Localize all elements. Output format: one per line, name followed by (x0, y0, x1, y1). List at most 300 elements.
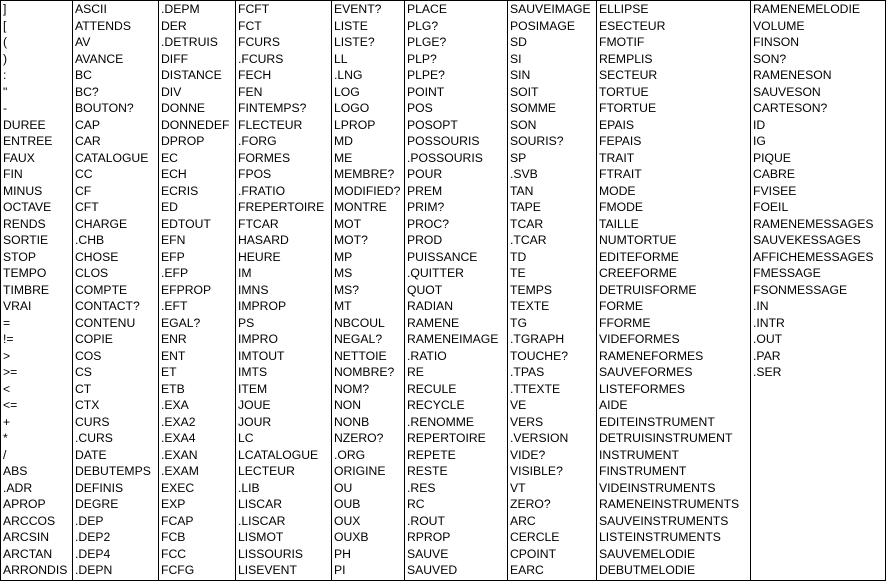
keyword-cell: .POSSOURIS (407, 150, 483, 165)
keyword-cell: MONTRE (334, 200, 387, 214)
keyword-cell: RENDS (3, 216, 46, 231)
keyword-cell: IM (238, 266, 252, 280)
keyword-cell: EXP (161, 497, 186, 511)
keyword-cell: FIN (3, 167, 23, 181)
keyword-cell: .EXAM (161, 464, 199, 478)
keyword-cell: .EFP (161, 266, 189, 280)
keyword-cell: SAUVEIMAGE (510, 2, 591, 16)
keyword-cell: SOIT (510, 84, 539, 99)
keyword-cell: ABS (3, 464, 28, 478)
keyword-cell: MS? (334, 282, 360, 297)
keyword-cell: RAMENEMELODIE (753, 2, 860, 16)
keyword-column (236, 1, 332, 580)
keyword-cell: LC (238, 431, 254, 445)
keyword-cell: CS (75, 365, 92, 379)
keyword-cell: FCAP (161, 513, 194, 528)
keyword-cell: .SVB (510, 167, 538, 181)
keyword-cell: MEMBRE? (334, 167, 395, 181)
keyword-cell: .RATIO (407, 348, 447, 363)
keyword-cell: VERS (510, 414, 544, 429)
keyword-cell: PUISSANCE (407, 249, 478, 264)
keyword-cell: ENR (161, 332, 187, 346)
keyword-cell: RAMENEINSTRUMENTS (599, 497, 740, 511)
keyword-cell: DUREE (3, 117, 46, 132)
keyword-cell: ASCII (75, 2, 107, 16)
keyword-cell: NOMBRE? (334, 365, 395, 379)
keyword-cell: SD (510, 35, 527, 49)
keyword-cell: ENTREE (3, 134, 53, 148)
keyword-cell: LOG (334, 84, 360, 99)
keyword-cell: .OUT (753, 332, 783, 346)
keyword-cell: != (3, 332, 14, 346)
keyword-cell: FTCAR (238, 216, 279, 231)
keyword-cell: CAR (75, 134, 101, 148)
keyword-column (405, 1, 508, 580)
keyword-cell: .LNG (334, 68, 363, 82)
keyword-cell: DATE (75, 447, 107, 462)
keyword-cell: SAUVESON (753, 84, 821, 99)
keyword-cell: PLGE? (407, 35, 447, 49)
keyword-cell: CHARGE (75, 216, 128, 231)
keyword-cell: PLPE? (407, 68, 445, 82)
keyword-cell: LISMOT (238, 530, 284, 544)
keyword-cell: SIN (510, 68, 531, 82)
keyword-cell: DIV (161, 84, 182, 99)
keyword-cell: ORIGINE (334, 464, 386, 478)
keyword-cell: SI (510, 51, 522, 66)
keyword-cell: .QUITTER (407, 266, 464, 280)
keyword-cell: DONNEDEF (161, 117, 230, 132)
keyword-column (1, 1, 73, 580)
keyword-cell: EFP (161, 249, 185, 264)
keyword-cell: CAP (75, 117, 101, 132)
keyword-cell: MD (334, 134, 353, 148)
keyword-cell: EFN (161, 233, 186, 247)
keyword-cell: .ADR (3, 480, 33, 495)
keyword-cell: ARCSIN (3, 530, 50, 544)
keyword-cell: DETRUISFORME (599, 282, 697, 297)
keyword-cell: IMNS (238, 282, 269, 297)
keyword-cell: TEXTE (510, 299, 550, 313)
keyword-cell: .LISCAR (238, 513, 286, 528)
keyword-cell: NON (334, 398, 362, 412)
keyword-cell: / (3, 447, 7, 462)
keyword-cell: POSSOURIS (407, 134, 480, 148)
keyword-cell: CABRE (753, 167, 795, 181)
keyword-cell: VIDE? (510, 447, 546, 462)
keyword-cell: STOP (3, 249, 36, 264)
keyword-cell: PREM (407, 183, 443, 198)
keyword-cell: VOLUME (753, 18, 805, 33)
keyword-cell: DER (161, 18, 187, 33)
keyword-cell: TAPE (510, 200, 541, 214)
keyword-cell: LISTEFORMES (599, 381, 686, 396)
keyword-column (597, 1, 751, 580)
keyword-cell: LISTE (334, 18, 368, 33)
keyword-cell: FCURS (238, 35, 280, 49)
keyword-cell: DPROP (161, 134, 205, 148)
keyword-cell: LECTEUR (238, 464, 295, 478)
keyword-cell: FMESSAGE (753, 266, 821, 280)
keyword-cell: : (3, 68, 7, 82)
keyword-cell: NOM? (334, 381, 370, 396)
keyword-cell: .DEP4 (75, 546, 111, 561)
keyword-cell: COMPTE (75, 282, 128, 297)
keyword-cell: OUXB (334, 530, 369, 544)
keyword-cell: FREPERTOIRE (238, 200, 325, 214)
keyword-cell: DIFF (161, 51, 189, 66)
keyword-cell: FECH (238, 68, 272, 82)
keyword-cell: ZERO? (510, 497, 551, 511)
keyword-cell: FMODE (599, 200, 644, 214)
keyword-cell: COS (75, 348, 102, 363)
keyword-cell: FOEIL (753, 200, 789, 214)
keyword-cell: CHOSE (75, 249, 119, 264)
keyword-cell: ITEM (238, 381, 268, 396)
keyword-cell: .LIB (238, 480, 260, 495)
keyword-cell: FINTEMPS? (238, 101, 307, 115)
keyword-cell: .DEPM (161, 2, 200, 16)
keyword-cell: FEPAIS (599, 134, 642, 148)
keyword-cell: .CURS (75, 431, 113, 445)
keyword-cell: POINT (407, 84, 445, 99)
keyword-cell: .TPAS (510, 365, 545, 379)
keyword-cell: MOT? (334, 233, 368, 247)
keyword-cell: AFFICHEMESSAGES (753, 249, 874, 264)
keyword-cell: CARTESON? (753, 101, 828, 115)
keyword-cell: CF (75, 183, 92, 198)
keyword-cell: ID (753, 117, 766, 132)
keyword-cell: VIDEFORMES (599, 332, 680, 346)
keyword-cell: NZERO? (334, 431, 384, 445)
keyword-cell: = (3, 315, 11, 330)
keyword-cell: TORTUE (599, 84, 649, 99)
keyword-cell: TAN (510, 183, 534, 198)
keyword-cell: RECULE (407, 381, 457, 396)
keyword-cell: POSOPT (407, 117, 458, 132)
keyword-cell: JOUE (238, 398, 271, 412)
keyword-cell: ME (334, 150, 353, 165)
keyword-cell: .EXA (161, 398, 189, 412)
keyword-cell: IG (753, 134, 766, 148)
keyword-cell: DETRUISINSTRUMENT (599, 431, 733, 445)
keyword-cell: TIMBRE (3, 282, 50, 297)
keyword-cell: OUB (334, 497, 361, 511)
keyword-cell: .RES (407, 480, 436, 495)
keyword-cell: EGAL? (161, 315, 201, 330)
keyword-cell: REPERTOIRE (407, 431, 486, 445)
keyword-cell: FAUX (3, 150, 35, 165)
keyword-cell: RAMENESON (753, 68, 832, 82)
keyword-cell: FEN (238, 84, 263, 99)
keyword-cell: IMTS (238, 365, 268, 379)
keyword-cell: DEGRE (75, 497, 119, 511)
keyword-cell: FCB (161, 530, 186, 544)
keyword-cell: .FCURS (238, 51, 284, 66)
keyword-cell: COPIE (75, 332, 113, 346)
keyword-cell: SP (510, 150, 527, 165)
keyword-cell: - (3, 101, 8, 115)
keyword-cell: .CHB (75, 233, 105, 247)
keyword-cell: .TTEXTE (510, 381, 561, 396)
keyword-cell: RAMENEFORMES (599, 348, 704, 363)
keyword-cell: EDTOUT (161, 216, 211, 231)
keyword-cell: FSONMESSAGE (753, 282, 848, 297)
keyword-cell: INSTRUMENT (599, 447, 679, 462)
keyword-cell: ET (161, 365, 177, 379)
keyword-cell: ARCTAN (3, 546, 53, 561)
keyword-cell: FFORME (599, 315, 651, 330)
keyword-cell: ( (3, 35, 8, 49)
keyword-cell: CONTENU (75, 315, 136, 330)
keyword-cell: PLG? (407, 18, 439, 33)
keyword-cell: DEFINIS (75, 480, 124, 495)
keyword-cell: ] (3, 2, 7, 16)
keyword-cell: .TCAR (510, 233, 547, 247)
keyword-cell: PROD (407, 233, 443, 247)
keyword-cell: NETTOIE (334, 348, 387, 363)
keyword-cell: EDITEINSTRUMENT (599, 414, 715, 429)
keyword-cell: EFPROP (161, 282, 212, 297)
keyword-cell: .FRATIO (238, 183, 286, 198)
keyword-cell: .PAR (753, 348, 781, 363)
keyword-cell: ETB (161, 381, 185, 396)
keyword-cell: RESTE (407, 464, 448, 478)
keyword-cell: PI (334, 563, 346, 577)
keyword-cell: PS (238, 315, 255, 330)
keyword-cell: TCAR (510, 216, 544, 231)
keyword-cell: BC (75, 68, 92, 82)
keyword-cell: CATALOGUE (75, 150, 149, 165)
keyword-cell: .DEP2 (75, 530, 111, 544)
keyword-cell: FORMES (238, 150, 291, 165)
keyword-cell: " (3, 84, 8, 99)
keyword-cell: SAUVEINSTRUMENTS (599, 513, 729, 528)
keyword-cell: ESECTEUR (599, 18, 666, 33)
keyword-cell: NONB (334, 414, 370, 429)
keyword-cell: FTORTUE (599, 101, 657, 115)
keyword-cell: DONNE (161, 101, 206, 115)
keyword-cell: CFT (75, 200, 99, 214)
keyword-cell: RAMENE (407, 315, 460, 330)
keyword-column (508, 1, 597, 580)
keyword-cell: CTX (75, 398, 100, 412)
keyword-cell: FCFG (161, 563, 195, 577)
keyword-cell: VIDEINSTRUMENTS (599, 480, 716, 495)
keyword-cell: ED (161, 200, 178, 214)
keyword-cell: CREEFORME (599, 266, 677, 280)
keyword-cell: BC? (75, 84, 99, 99)
keyword-cell: ELLIPSE (599, 2, 649, 16)
keyword-cell: EPAIS (599, 117, 634, 132)
keyword-cell: SOMME (510, 101, 557, 115)
keyword-cell: FTRAIT (599, 167, 642, 181)
keyword-cell: BOUTON? (75, 101, 134, 115)
keyword-cell: OCTAVE (3, 200, 52, 214)
keyword-cell: MS (334, 266, 353, 280)
keyword-cell: TOUCHE? (510, 348, 569, 363)
keyword-cell: HEURE (238, 249, 281, 264)
keyword-cell: FINSTRUMENT (599, 464, 687, 478)
keyword-cell: SON? (753, 51, 787, 66)
keyword-cell: .EXA4 (161, 431, 196, 445)
keyword-cell: AIDE (599, 398, 628, 412)
keyword-cell: SAUVED (407, 563, 458, 577)
keyword-cell: EVENT? (334, 2, 382, 16)
keyword-cell: IMTOUT (238, 348, 285, 363)
keyword-cell: ECH (161, 167, 187, 181)
keyword-cell: CERCLE (510, 530, 560, 544)
keyword-cell: PIQUE (753, 150, 791, 165)
keyword-cell: AV (75, 35, 91, 49)
keyword-column (332, 1, 405, 580)
keyword-cell: .SER (753, 365, 782, 379)
keyword-cell: .IN (753, 299, 769, 313)
keyword-cell: >= (3, 365, 18, 379)
keyword-cell: FMOTIF (599, 35, 645, 49)
keyword-cell: SAUVE (407, 546, 449, 561)
keyword-cell: SON (510, 117, 537, 132)
keyword-cell: RC (407, 497, 425, 511)
keyword-cell: VE (510, 398, 527, 412)
keyword-cell: .TGRAPH (510, 332, 565, 346)
keyword-cell: PRIM? (407, 200, 445, 214)
keyword-cell: TE (510, 266, 526, 280)
keyword-cell: REPETE (407, 447, 456, 462)
keyword-cell: EARC (510, 563, 544, 577)
keyword-cell: LPROP (334, 117, 376, 132)
keyword-cell: TEMPO (3, 266, 47, 280)
keyword-cell: [ (3, 18, 7, 33)
keyword-cell: LISSOURIS (238, 546, 304, 561)
keyword-cell: PROC? (407, 216, 449, 231)
keyword-cell: ARRONDIS (3, 563, 68, 577)
keyword-cell: VISIBLE? (510, 464, 563, 478)
keyword-cell: TD (510, 249, 527, 264)
keyword-cell: CPOINT (510, 546, 557, 561)
keyword-column (159, 1, 236, 580)
keyword-cell: .EFT (161, 299, 188, 313)
keyword-cell: FCT (238, 18, 262, 33)
keyword-cell: FPOS (238, 167, 272, 181)
keyword-cell: NUMTORTUE (599, 233, 677, 247)
keyword-cell: .EXAN (161, 447, 198, 462)
keyword-cell: TG (510, 315, 527, 330)
keyword-cell: FORME (599, 299, 644, 313)
keyword-cell: OU (334, 480, 353, 495)
keyword-cell: LCATALOGUE (238, 447, 319, 462)
keyword-column (751, 1, 885, 580)
keyword-cell: APROP (3, 497, 46, 511)
keyword-cell: DISTANCE (161, 68, 222, 82)
keyword-cell: FLECTEUR (238, 117, 303, 132)
keyword-cell: CONTACT? (75, 299, 140, 313)
keyword-cell: RPROP (407, 530, 451, 544)
keyword-cell: EXEC (161, 480, 195, 495)
keyword-cell: TAILLE (599, 216, 639, 231)
keyword-cell: MOT (334, 216, 362, 231)
keyword-cell: MT (334, 299, 352, 313)
keyword-cell: MINUS (3, 183, 43, 198)
keyword-cell: .ORG (334, 447, 366, 462)
keyword-cell: TRAIT (599, 150, 635, 165)
keyword-cell: + (3, 414, 11, 429)
keyword-cell: SECTEUR (599, 68, 658, 82)
keyword-cell: NEGAL? (334, 332, 383, 346)
keyword-cell: LOGO (334, 101, 370, 115)
keyword-cell: RE (407, 365, 424, 379)
keyword-cell: FVISEE (753, 183, 797, 198)
keyword-cell: PH (334, 546, 351, 561)
keyword-cell: CT (75, 381, 92, 396)
keyword-cell: LISEVENT (238, 563, 297, 577)
keyword-cell: RECYCLE (407, 398, 465, 412)
keyword-cell: ARCCOS (3, 513, 56, 528)
keyword-cell: .FORG (238, 134, 277, 148)
keyword-cell: ENT (161, 348, 186, 363)
keyword-cell: MODE (599, 183, 636, 198)
keyword-cell: CURS (75, 414, 110, 429)
keyword-cell: JOUR (238, 414, 272, 429)
keyword-cell: DEBUTMELODIE (599, 563, 696, 577)
keyword-cell: PLP? (407, 51, 437, 66)
keyword-cell: POUR (407, 167, 443, 181)
keyword-cell: SOURIS? (510, 134, 564, 148)
keyword-cell: < (3, 381, 11, 396)
keyword-column (73, 1, 159, 580)
keyword-cell: REMPLIS (599, 51, 653, 66)
keyword-cell: FCC (161, 546, 187, 561)
keyword-cell: <= (3, 398, 18, 412)
keyword-cell: OUX (334, 513, 361, 528)
keyword-cell: FCFT (238, 2, 270, 16)
keyword-cell: IMPROP (238, 299, 287, 313)
keyword-cell: RAMENEMESSAGES (753, 216, 874, 231)
keyword-cell: TEMPS (510, 282, 552, 297)
keyword-cell: EC (161, 150, 178, 165)
keyword-cell: .INTR (753, 315, 785, 330)
keyword-cell: SAUVEMELODIE (599, 546, 696, 561)
keyword-cell: FINSON (753, 35, 800, 49)
keyword-cell: AVANCE (75, 51, 124, 66)
keyword-cell: NBCOUL (334, 315, 385, 330)
keyword-cell: IMPRO (238, 332, 278, 346)
keyword-cell: .RENOMME (407, 414, 475, 429)
keyword-cell: .DEPN (75, 563, 113, 577)
keyword-cell: * (3, 431, 8, 445)
keyword-cell: .DEP (75, 513, 104, 528)
keyword-cell: PLACE (407, 2, 447, 16)
keyword-cell: ARC (510, 513, 536, 528)
keyword-cell: SORTIE (3, 233, 49, 247)
keyword-cell: POSIMAGE (510, 18, 576, 33)
keyword-cell: MODIFIED? (334, 183, 401, 198)
keyword-cell: CLOS (75, 266, 109, 280)
keyword-cell: .DETRUIS (161, 35, 218, 49)
keyword-cell: HASARD (238, 233, 289, 247)
keyword-cell: RAMENEIMAGE (407, 332, 499, 346)
keyword-cell: SAUVEKESSAGES (753, 233, 861, 247)
keyword-cell: LISCAR (238, 497, 283, 511)
keyword-cell: RADIAN (407, 299, 454, 313)
keyword-cell: ) (3, 51, 8, 66)
keyword-cell: EDITEFORME (599, 249, 679, 264)
keyword-cell: .EXA2 (161, 414, 196, 429)
keyword-cell: QUOT (407, 282, 443, 297)
keyword-cell: SAUVEFORMES (599, 365, 693, 379)
keyword-cell: .VERSION (510, 431, 569, 445)
keyword-cell: > (3, 348, 11, 363)
